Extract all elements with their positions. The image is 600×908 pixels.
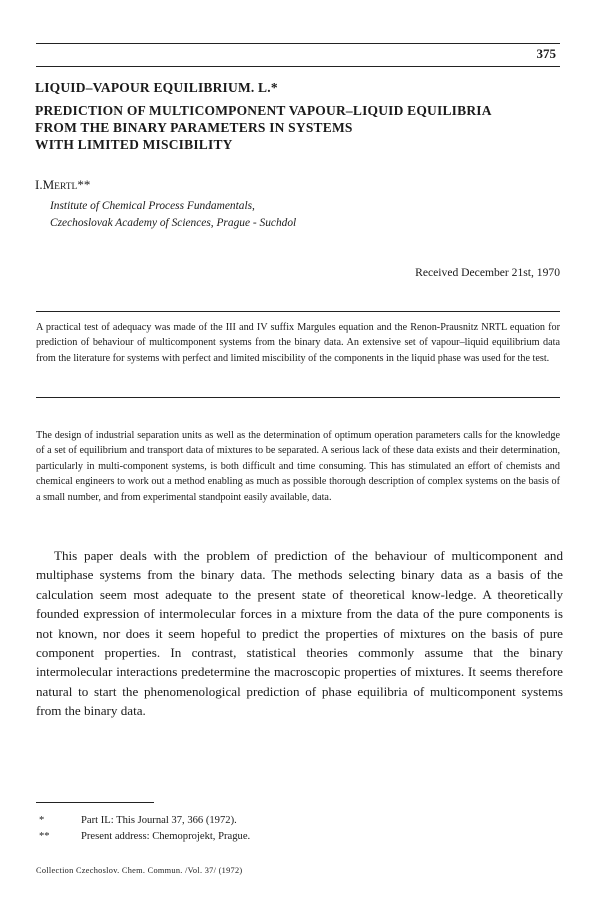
affiliation-line: Czechoslovak Academy of Sciences, Prague - Suchdol	[50, 217, 297, 229]
footnote-mark: *	[39, 815, 45, 826]
footnotes	[36, 813, 560, 845]
journal-footer: Collection Czechoslov. Chem. Commun. /Vol. 37/ (1972)	[36, 866, 243, 875]
footnote-mark: **	[39, 831, 50, 842]
footnote-text: Present address: Chemoprojekt, Prague.	[81, 831, 251, 842]
footnote-rule	[36, 802, 154, 803]
affiliation	[50, 198, 296, 232]
header-rule-lower	[36, 66, 560, 67]
abstract: A practical test of adequacy was made of the III and IV suffix Margules equation and the Renon-Prausnitz NRTL equation for prediction of behaviour of multicomponent systems from the binary data. An extensive set of vapour–liquid equilibrium data from the literature for systems with perfect and limited miscibility of the components in the liquid phase was used for the test.	[36, 322, 560, 364]
author-initial: I.	[35, 177, 43, 192]
footnote-text: Part IL: This Journal 37, 366 (1972).	[81, 815, 237, 826]
abstract-rule-top	[36, 311, 560, 312]
footnote	[36, 829, 560, 845]
series-title: LIQUID–VAPOUR EQUILIBRIUM. L.*	[35, 80, 278, 95]
title-block	[35, 80, 575, 153]
abstract-rule-bottom	[36, 397, 560, 398]
page-number: 375	[536, 46, 556, 61]
header-rule	[36, 43, 560, 44]
author	[35, 177, 90, 193]
article-title	[35, 102, 575, 153]
footnote	[36, 813, 560, 829]
body-paragraph: This paper deals with the problem of prediction of the behaviour of multicomponent and multiphase systems from the binary data. The methods selecting binary data as a basis of the calculation seem most adequate to the present state of theoretical know-ledge. A theoretically founded expression of intermolecular forces in a mixture from the data of the pure components is not known, nor does it seem hopeful to predict the properties of mixtures on the basis of pure component properties. In contrast, statistical theories commonly assume that the binary intermolecular interactions predetermine the macroscopic properties of mixtures. It seems therefore natural to start the phenomenological prediction of phase equilibria of multicomponent systems from the binary data.	[36, 548, 563, 719]
author-footnote-marker: **	[77, 177, 91, 192]
author-name-rest: ERTL	[54, 182, 78, 192]
title-line: PREDICTION OF MULTICOMPONENT VAPOUR–LIQUID EQUILIBRIA	[35, 103, 492, 118]
intro-paragraph: The design of industrial separation units as well as the determination of optimum operation parameters calls for the knowledge of a set of equilibrium and transport data of mixtures to be separated. A serious lack of these data exists and their determination, particularly in multi-component systems, is both difficult and time consuming. This has stimulated an effort of chemists and chemical engineers to work out a method enabling as much as possible thorough description of complex systems on the basis of a small number, and from experimental standpoint easily available, data.	[36, 430, 560, 503]
author-name-cap: M	[42, 177, 55, 192]
title-line: FROM THE BINARY PARAMETERS IN SYSTEMS	[35, 120, 353, 135]
affiliation-line: Institute of Chemical Process Fundamentals,	[50, 200, 255, 212]
title-line: WITH LIMITED MISCIBILITY	[35, 137, 233, 152]
received-date: Received December 21st, 1970	[415, 266, 560, 279]
